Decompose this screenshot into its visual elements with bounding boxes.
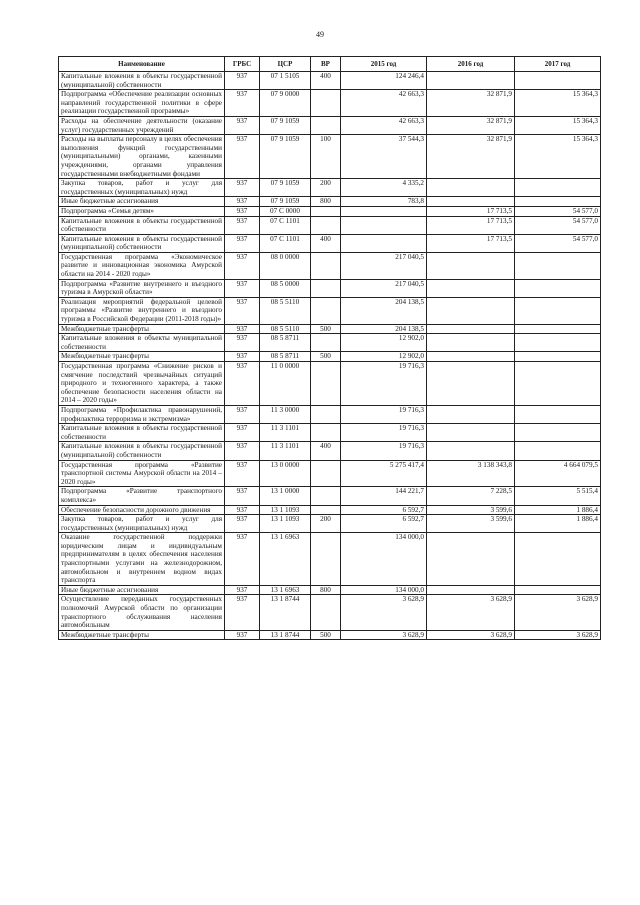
cell-2015 <box>341 206 427 216</box>
cell-2015: 19 716,3 <box>341 362 427 406</box>
cell-csr: 13 1 6963 <box>260 533 311 586</box>
cell-2015 <box>341 216 427 234</box>
cell-name: Подпрограмма «Семья детям» <box>59 206 225 216</box>
cell-name: Капитальные вложения в объекты государственной собственности <box>59 216 225 234</box>
cell-2016: 3 628,9 <box>427 595 515 630</box>
cell-vr <box>311 505 341 515</box>
cell-2017: 54 577,0 <box>515 216 601 234</box>
cell-2016 <box>427 179 515 197</box>
cell-vr <box>311 216 341 234</box>
cell-grbs: 937 <box>225 630 260 640</box>
cell-2017: 5 515,4 <box>515 487 601 505</box>
cell-vr <box>311 405 341 423</box>
cell-2015: 144 221,7 <box>341 487 427 505</box>
cell-2016: 3 599,6 <box>427 505 515 515</box>
cell-2016 <box>427 334 515 352</box>
cell-grbs: 937 <box>225 505 260 515</box>
cell-name: Закупка товаров, работ и услуг для государственных (муниципальных) нужд <box>59 515 225 533</box>
table-row <box>59 487 601 505</box>
cell-name: Капитальные вложения в объекты государственной (муниципальной) собственности <box>59 234 225 252</box>
cell-vr <box>311 424 341 442</box>
cell-2016 <box>427 297 515 324</box>
table-row <box>59 324 601 334</box>
cell-grbs: 937 <box>225 334 260 352</box>
table-row <box>59 179 601 197</box>
table-row <box>59 405 601 423</box>
table-row <box>59 352 601 362</box>
cell-grbs: 937 <box>225 135 260 179</box>
cell-2016: 3 628,9 <box>427 630 515 640</box>
cell-2016 <box>427 405 515 423</box>
table-row <box>59 297 601 324</box>
cell-2015: 12 902,0 <box>341 352 427 362</box>
table-row <box>59 197 601 207</box>
cell-grbs: 937 <box>225 216 260 234</box>
cell-vr: 500 <box>311 630 341 640</box>
cell-2015: 3 628,9 <box>341 595 427 630</box>
cell-2015: 4 335,2 <box>341 179 427 197</box>
cell-csr: 13 1 1093 <box>260 515 311 533</box>
cell-2017 <box>515 324 601 334</box>
page-number: 49 <box>316 30 324 39</box>
table-row <box>59 630 601 640</box>
table-row <box>59 135 601 179</box>
cell-2015: 124 246,4 <box>341 72 427 90</box>
cell-2017 <box>515 533 601 586</box>
cell-grbs: 937 <box>225 405 260 423</box>
cell-grbs: 937 <box>225 460 260 487</box>
cell-csr: 08 5 5110 <box>260 297 311 324</box>
table-header-row <box>59 57 601 72</box>
cell-csr: 07 1 5105 <box>260 72 311 90</box>
cell-name: Оказание государственной поддержки юридическим лицам и индивидуальным предпринимателям в целях обеспечения населения транспортными услугами на железнодорожном, автомобильном и внутреннем водном видах транспорта <box>59 533 225 586</box>
cell-2016: 32 871,9 <box>427 90 515 117</box>
cell-vr <box>311 362 341 406</box>
cell-2017 <box>515 424 601 442</box>
cell-2017: 15 364,3 <box>515 135 601 179</box>
cell-vr <box>311 206 341 216</box>
table-row <box>59 533 601 586</box>
cell-2017: 3 628,9 <box>515 595 601 630</box>
cell-csr: 13 1 1093 <box>260 505 311 515</box>
header-csr: ЦСР <box>260 57 311 72</box>
cell-2015: 3 628,9 <box>341 630 427 640</box>
cell-2015: 19 716,3 <box>341 424 427 442</box>
cell-2015: 19 716,3 <box>341 442 427 460</box>
cell-csr: 07 9 1059 <box>260 179 311 197</box>
cell-name: Государственная программа «Развитие транспортной системы Амурской области на 2014 – 2020 годы» <box>59 460 225 487</box>
table-row <box>59 72 601 90</box>
table-row <box>59 505 601 515</box>
cell-2017 <box>515 72 601 90</box>
cell-name: Подпрограмма «Развитие транспортного комплекса» <box>59 487 225 505</box>
cell-2017: 4 664 079,5 <box>515 460 601 487</box>
cell-csr: 08 5 5110 <box>260 324 311 334</box>
cell-name: Капитальные вложения в объекты государственной (муниципальной) собственности <box>59 442 225 460</box>
cell-vr <box>311 487 341 505</box>
cell-2015: 204 138,5 <box>341 297 427 324</box>
table-row <box>59 362 601 406</box>
table-row <box>59 334 601 352</box>
cell-2016 <box>427 362 515 406</box>
cell-vr: 800 <box>311 585 341 595</box>
table-row <box>59 585 601 595</box>
header-2015: 2015 год <box>341 57 427 72</box>
cell-2016: 17 713,5 <box>427 206 515 216</box>
table-row <box>59 424 601 442</box>
cell-2015: 42 663,3 <box>341 116 427 134</box>
cell-name: Государственная программа «Экономическое развитие и инновационная экономика Амурской области на 2014 - 2020 годы» <box>59 252 225 279</box>
table-row <box>59 252 601 279</box>
cell-2015: 42 663,3 <box>341 90 427 117</box>
cell-csr: 08 5 0000 <box>260 279 311 297</box>
cell-vr <box>311 595 341 630</box>
cell-name: Закупка товаров, работ и услуг для государственных (муниципальных) нужд <box>59 179 225 197</box>
cell-2015: 37 544,3 <box>341 135 427 179</box>
cell-2016: 3 138 343,8 <box>427 460 515 487</box>
cell-2016 <box>427 252 515 279</box>
cell-2016 <box>427 352 515 362</box>
cell-2016 <box>427 442 515 460</box>
cell-csr: 13 1 8744 <box>260 630 311 640</box>
cell-2017 <box>515 362 601 406</box>
cell-csr: 13 0 0000 <box>260 460 311 487</box>
cell-grbs: 937 <box>225 90 260 117</box>
cell-2015: 217 040,5 <box>341 252 427 279</box>
cell-name: Иные бюджетные ассигнования <box>59 585 225 595</box>
cell-csr: 07 9 1059 <box>260 116 311 134</box>
cell-csr: 11 0 0000 <box>260 362 311 406</box>
cell-grbs: 937 <box>225 179 260 197</box>
cell-2017 <box>515 442 601 460</box>
cell-2017 <box>515 252 601 279</box>
cell-name: Межбюджетные трансферты <box>59 630 225 640</box>
cell-grbs: 937 <box>225 585 260 595</box>
cell-grbs: 937 <box>225 116 260 134</box>
cell-vr: 400 <box>311 72 341 90</box>
header-2016: 2016 год <box>427 57 515 72</box>
cell-name: Капитальные вложения в объекты государственной (муниципальной) собственности <box>59 72 225 90</box>
table-row <box>59 234 601 252</box>
cell-2017 <box>515 297 601 324</box>
header-vr: ВР <box>311 57 341 72</box>
cell-2017: 15 364,3 <box>515 116 601 134</box>
cell-vr <box>311 90 341 117</box>
table-row <box>59 460 601 487</box>
cell-vr: 100 <box>311 135 341 179</box>
cell-vr <box>311 252 341 279</box>
cell-2016: 7 228,5 <box>427 487 515 505</box>
table-row <box>59 279 601 297</box>
cell-2015: 134 000,0 <box>341 585 427 595</box>
cell-2016 <box>427 72 515 90</box>
cell-2016: 17 713,5 <box>427 216 515 234</box>
cell-grbs: 937 <box>225 234 260 252</box>
cell-vr: 500 <box>311 352 341 362</box>
cell-vr <box>311 533 341 586</box>
cell-2015: 783,8 <box>341 197 427 207</box>
cell-name: Подпрограмма «Развитие внутреннего и въездного туризма в Амурской области» <box>59 279 225 297</box>
cell-grbs: 937 <box>225 515 260 533</box>
cell-vr: 400 <box>311 442 341 460</box>
cell-grbs: 937 <box>225 72 260 90</box>
cell-vr: 200 <box>311 515 341 533</box>
cell-vr <box>311 334 341 352</box>
cell-2016: 3 599,6 <box>427 515 515 533</box>
cell-name: Капитальные вложения в объекты муниципальной собственности <box>59 334 225 352</box>
cell-vr: 400 <box>311 234 341 252</box>
cell-2017: 1 886,4 <box>515 505 601 515</box>
cell-grbs: 937 <box>225 533 260 586</box>
cell-vr: 800 <box>311 197 341 207</box>
cell-name: Межбюджетные трансферты <box>59 352 225 362</box>
cell-grbs: 937 <box>225 424 260 442</box>
header-2017: 2017 год <box>515 57 601 72</box>
cell-2015 <box>341 234 427 252</box>
cell-csr: 11 3 1101 <box>260 424 311 442</box>
cell-grbs: 937 <box>225 324 260 334</box>
cell-2017: 15 364,3 <box>515 90 601 117</box>
cell-2017 <box>515 352 601 362</box>
table-body <box>59 72 601 640</box>
cell-csr: 08 5 8711 <box>260 334 311 352</box>
cell-2016: 17 713,5 <box>427 234 515 252</box>
cell-2015: 217 040,5 <box>341 279 427 297</box>
cell-csr: 13 1 8744 <box>260 595 311 630</box>
cell-name: Государственная программа «Снижение рисков и смягчение последствий чрезвычайных ситуаций природного и техногенного характера, а также обеспечение безопасности населения области на 2014 – 2020 годы» <box>59 362 225 406</box>
cell-2016: 32 871,9 <box>427 116 515 134</box>
cell-2017 <box>515 334 601 352</box>
cell-2017 <box>515 197 601 207</box>
cell-vr: 500 <box>311 324 341 334</box>
cell-2017: 54 577,0 <box>515 234 601 252</box>
cell-csr: 11 3 1101 <box>260 442 311 460</box>
cell-2017 <box>515 179 601 197</box>
cell-csr: 11 3 0000 <box>260 405 311 423</box>
table-row <box>59 116 601 134</box>
cell-vr <box>311 116 341 134</box>
cell-2016 <box>427 197 515 207</box>
cell-2017: 54 577,0 <box>515 206 601 216</box>
cell-csr: 07 9 0000 <box>260 90 311 117</box>
budget-table <box>58 56 601 640</box>
cell-vr <box>311 297 341 324</box>
table-row <box>59 515 601 533</box>
cell-2016: 32 871,9 <box>427 135 515 179</box>
cell-grbs: 937 <box>225 442 260 460</box>
cell-2015: 5 275 417,4 <box>341 460 427 487</box>
cell-2016 <box>427 533 515 586</box>
cell-grbs: 937 <box>225 362 260 406</box>
cell-grbs: 937 <box>225 206 260 216</box>
cell-2017 <box>515 405 601 423</box>
cell-name: Обеспечение безопасности дорожного движения <box>59 505 225 515</box>
cell-2016 <box>427 279 515 297</box>
table-row <box>59 595 601 630</box>
cell-vr <box>311 279 341 297</box>
cell-name: Расходы на выплаты персоналу в целях обеспечения выполнения функций государственными (муниципальными) органами, казенными учреждениями, органами управления государственными внебюджетными фондами <box>59 135 225 179</box>
cell-2017: 3 628,9 <box>515 630 601 640</box>
table-row <box>59 90 601 117</box>
cell-csr: 07 9 1059 <box>260 197 311 207</box>
cell-2016 <box>427 585 515 595</box>
cell-vr <box>311 460 341 487</box>
cell-csr: 07 С 1101 <box>260 234 311 252</box>
cell-name: Межбюджетные трансферты <box>59 324 225 334</box>
header-grbs: ГРБС <box>225 57 260 72</box>
cell-name: Реализация мероприятий федеральной целевой программы «Развитие внутреннего и въездного туризма в Российской Федерации (2011-2018 годы)» <box>59 297 225 324</box>
cell-2015: 6 592,7 <box>341 505 427 515</box>
cell-2015: 6 592,7 <box>341 515 427 533</box>
cell-name: Капитальные вложения в объекты государственной собственности <box>59 424 225 442</box>
cell-grbs: 937 <box>225 252 260 279</box>
cell-vr: 200 <box>311 179 341 197</box>
cell-2017 <box>515 585 601 595</box>
table-row <box>59 206 601 216</box>
table-row <box>59 216 601 234</box>
cell-grbs: 937 <box>225 197 260 207</box>
cell-2015: 134 000,0 <box>341 533 427 586</box>
table-row <box>59 442 601 460</box>
cell-name: Осуществление переданных государственных полномочий Амурской области по организации транспортного обслуживания населения автомобильным <box>59 595 225 630</box>
cell-grbs: 937 <box>225 297 260 324</box>
cell-csr: 08 5 8711 <box>260 352 311 362</box>
cell-2015: 204 138,5 <box>341 324 427 334</box>
cell-grbs: 937 <box>225 487 260 505</box>
cell-name: Иные бюджетные ассигнования <box>59 197 225 207</box>
cell-csr: 07 9 1059 <box>260 135 311 179</box>
cell-name: Подпрограмма «Обеспечение реализации основных направлений государственной политики в сфере реализации государственной программы» <box>59 90 225 117</box>
cell-csr: 13 1 6963 <box>260 585 311 595</box>
cell-2015: 19 716,3 <box>341 405 427 423</box>
cell-grbs: 937 <box>225 352 260 362</box>
cell-grbs: 937 <box>225 595 260 630</box>
cell-2016 <box>427 324 515 334</box>
cell-grbs: 937 <box>225 279 260 297</box>
cell-2017: 1 886,4 <box>515 515 601 533</box>
cell-2017 <box>515 279 601 297</box>
cell-2016 <box>427 424 515 442</box>
cell-csr: 13 1 0000 <box>260 487 311 505</box>
cell-name: Расходы на обеспечение деятельности (оказание услуг) государственных учреждений <box>59 116 225 134</box>
cell-name: Подпрограмма «Профилактика правонарушений, профилактика терроризма и экстремизма» <box>59 405 225 423</box>
cell-csr: 07 С 0000 <box>260 206 311 216</box>
cell-csr: 07 С 1101 <box>260 216 311 234</box>
cell-2015: 12 902,0 <box>341 334 427 352</box>
cell-csr: 08 0 0000 <box>260 252 311 279</box>
header-name: Наименование <box>59 57 225 72</box>
